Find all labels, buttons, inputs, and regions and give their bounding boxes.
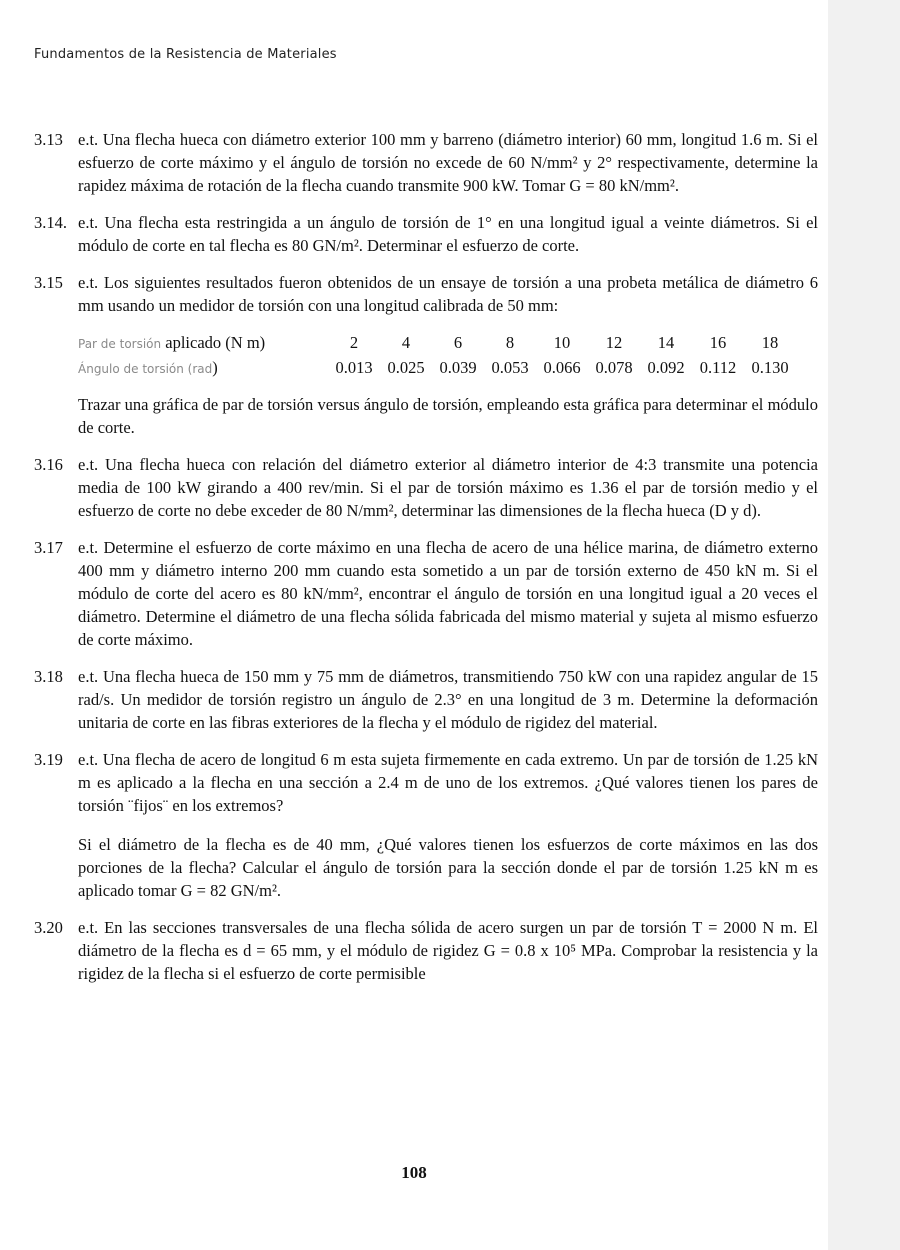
problem-text: e.t. Los siguientes resultados fueron obtenidos de un ensaye de torsión a una probeta metálica de diámetro 6 mm usando un medidor de torsión con una longitud calibrada de 50 mm: <box>78 273 818 315</box>
page-number: 108 <box>401 1163 427 1182</box>
problem-number: 3.19 <box>34 750 63 769</box>
problem-text: e.t. Determine el esfuerzo de corte máximo en una flecha de acero de una hélice marina, de diámetro externo 400 mm y diámetro interno 200 mm cuando esta sometido a un par de torsión externo de 450 kN m. Si el módulo de corte del acero es 80 kN/mm², encontrar el ángulo de torsión en una longitud igual a 20 veces el diámetro. Determine el diámetro de una flecha sólida fabricada del mismo material y sujeta al mismo esfuerzo de corte máximo. <box>78 538 818 649</box>
problem-number: 3.18 <box>34 667 63 686</box>
table-row-torque <box>78 331 818 356</box>
table-cell: 8 <box>505 333 515 352</box>
table-cell: 16 <box>709 333 727 352</box>
problem-text: e.t. Una flecha hueca con diámetro exterior 100 mm y barreno (diámetro interior) 60 mm, longitud 1.6 m. Si el esfuerzo de corte máximo y el ángulo de torsión no excede de 60 N/mm² y 2° respectivamente, determine la rapidez máxima de rotación de la flecha cuando transmite 900 kW. Tomar G = 80 kN/mm². <box>78 130 818 195</box>
problem-3-18 <box>34 665 818 734</box>
running-header: Fundamentos de la Resistencia de Materiales <box>34 47 337 62</box>
row-label: Par de torsión aplicado (N m) <box>78 333 266 352</box>
table-cell: 0.039 <box>439 358 477 377</box>
right-sidebar-strip <box>828 0 900 1250</box>
problem-number: 3.17 <box>34 538 63 557</box>
problem-3-13 <box>34 128 818 197</box>
problem-number: 3.14. <box>34 213 67 232</box>
problem-3-19 <box>34 748 818 902</box>
torsion-data-table <box>78 331 818 381</box>
table-cell: 12 <box>605 333 623 352</box>
table-cell: 0.025 <box>387 358 425 377</box>
table-cell: 2 <box>349 333 359 352</box>
table-cell: 6 <box>453 333 463 352</box>
problem-list <box>34 128 818 985</box>
problem-text-continued: Trazar una gráfica de par de torsión versus ángulo de torsión, empleando esta gráfica para determinar el módulo de corte. <box>78 395 818 437</box>
problem-text: e.t. En las secciones transversales de una flecha sólida de acero surgen un par de torsión T = 2000 N m. El diámetro de la flecha es d = 65 mm, y el módulo de rigidez G = 0.8 x 10⁵ MPa. Comprobar la resistencia y la rigidez de la flecha si el esfuerzo de corte permisible <box>78 918 818 983</box>
table-cell: 0.078 <box>595 358 633 377</box>
problem-3-15 <box>34 271 818 439</box>
table-cell: 14 <box>657 333 675 352</box>
row-label: Ángulo de torsión (rad) <box>78 358 218 377</box>
table-cell: 0.130 <box>751 358 789 377</box>
problem-3-17 <box>34 536 818 651</box>
problem-text-continued: Si el diámetro de la flecha es de 40 mm, ¿Qué valores tienen los esfuerzos de corte máximos en las dos porciones de la flecha? Calcular el ángulo de torsión para la sección donde el par de torsión 1.25 kN m es aplicado tomar G = 82 GN/m². <box>78 835 818 900</box>
problem-number: 3.16 <box>34 455 63 474</box>
problem-text: e.t. Una flecha esta restringida a un ángulo de torsión de 1° en una longitud igual a veinte diámetros. Si el módulo de corte en tal flecha es 80 GN/m². Determinar el esfuerzo de corte. <box>78 213 818 255</box>
table-cell: 0.013 <box>335 358 373 377</box>
table-row-angle <box>78 356 818 381</box>
table-cell: 0.112 <box>699 358 737 377</box>
problem-number: 3.15 <box>34 273 63 292</box>
problem-number: 3.13 <box>34 130 63 149</box>
table-cell: 0.053 <box>491 358 529 377</box>
problem-number: 3.20 <box>34 918 63 937</box>
problem-text: e.t. Una flecha de acero de longitud 6 m esta sujeta firmemente en cada extremo. Un par de torsión de 1.25 kN m es aplicado a la flecha en una sección a 2.4 m de uno de los extremos. ¿Qué valores tienen los pares de torsión ¨fijos¨ en los extremos? <box>78 750 818 815</box>
problem-3-16 <box>34 453 818 522</box>
table-cell: 18 <box>761 333 779 352</box>
problem-3-14 <box>34 211 818 257</box>
table-cell: 0.092 <box>647 358 685 377</box>
table-cell: 0.066 <box>543 358 581 377</box>
problem-3-20 <box>34 916 818 985</box>
problem-text: e.t. Una flecha hueca con relación del diámetro exterior al diámetro interior de 4:3 transmite una potencia media de 100 kW girando a 400 rev/min. Si el par de torsión máximo es 1.36 el par de torsión medio y el esfuerzo de corte no debe exceder de 80 N/mm², determinar las dimensiones de la flecha hueca (D y d). <box>78 455 818 520</box>
table-cell: 4 <box>401 333 411 352</box>
table-cell: 10 <box>553 333 571 352</box>
problem-text: e.t. Una flecha hueca de 150 mm y 75 mm de diámetros, transmitiendo 750 kW con una rapidez angular de 15 rad/s. Un medidor de torsión registro un ángulo de 2.3° en una longitud de 3 m. Determine la deformación unitaria de corte en las fibras exteriores de la flecha y el módulo de rigidez del material. <box>78 667 818 732</box>
